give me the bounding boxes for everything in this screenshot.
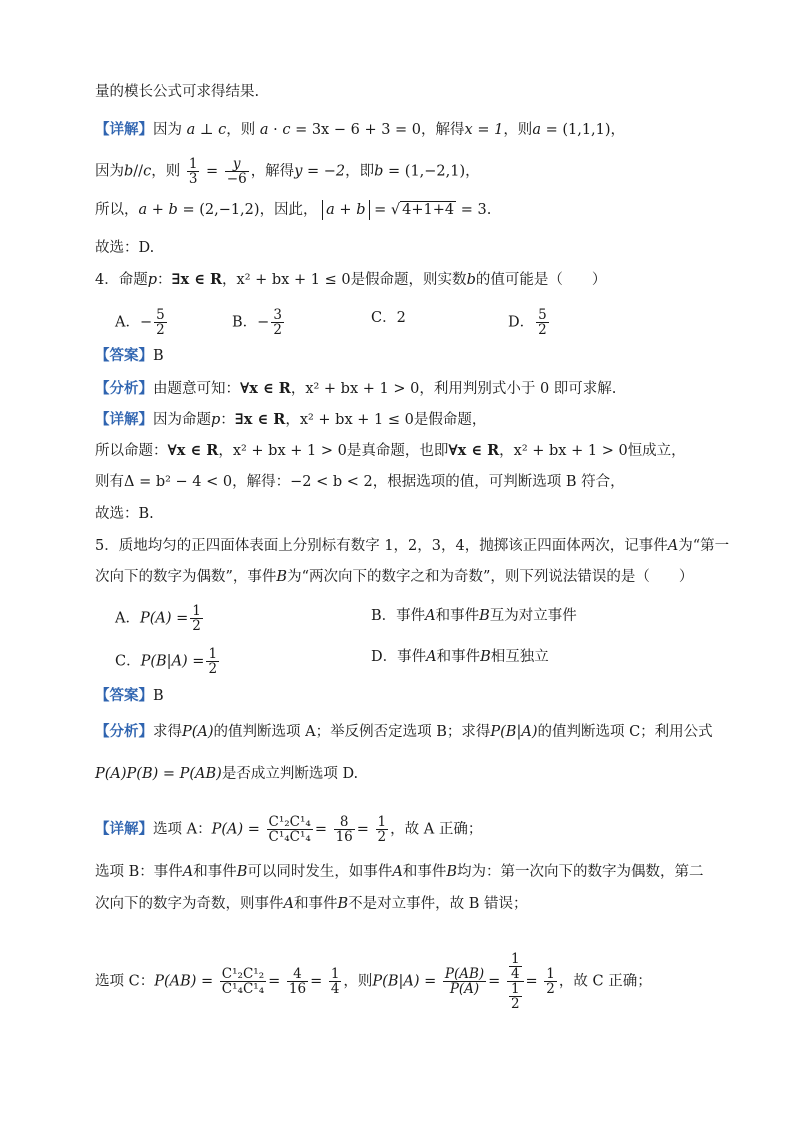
text: 求得 <box>153 724 182 740</box>
text: ，则 <box>343 973 373 990</box>
text: 则有 <box>95 474 124 490</box>
answer-tag: 【答案】 <box>95 348 153 364</box>
math: b <box>124 163 134 180</box>
text-line: 选项 C：P(AB) = $\frac{\text{C¹₂C¹₂}}{\text{C¹₄C¹₄}}$ = $\frac{4}{16}$ = $\frac{1}{4}$ ，则P(B|A) = $\frac{P(AB)}{P(A)}$ = $\frac{\frac{1}{4}}{\frac{1}{2}}$ = $\frac{1}{2}$ ，故 C 正确； <box>95 951 652 1012</box>
text: 故选：D. <box>95 240 155 256</box>
analysis-line <box>95 764 358 784</box>
text: 所以， <box>95 202 139 218</box>
math: ∀x ∈ R <box>448 442 500 459</box>
answer-tag: 【答案】 <box>95 688 153 704</box>
math: ∃x ∈ R <box>234 411 286 428</box>
math: B <box>276 569 288 585</box>
vector-b: b <box>374 163 384 180</box>
text: . <box>486 202 492 218</box>
fraction: $\frac{\text{C¹₂C¹₂}}{\text{C¹₄C¹₄}}$ <box>221 966 265 997</box>
math: P(A)P(B) = P(AB) <box>95 766 222 782</box>
answer-value: B <box>153 348 164 364</box>
text: ，即 <box>345 163 375 180</box>
math: = (2,−1,2) <box>182 202 260 218</box>
text: 选项 C： <box>95 973 155 990</box>
vector-a: a <box>186 122 196 138</box>
text: 选项 A： <box>153 821 212 838</box>
option-a: A．− $\frac{5}{2}$ <box>115 307 165 338</box>
fraction: $\frac{8}{16}$ <box>335 814 353 845</box>
analysis-tag: 【分析】 <box>95 381 153 397</box>
math: a <box>138 202 148 218</box>
text: 故选：B. <box>95 506 154 522</box>
math: = <box>374 202 387 218</box>
fraction: $\frac{4}{16}$ <box>288 966 307 997</box>
text: ，根据选项的值，可判断选项 B 符合， <box>372 474 625 490</box>
text: ，则 <box>151 163 181 180</box>
math: x² + bx + 1 > 0 <box>513 443 628 459</box>
magnitude: a + b <box>322 200 369 220</box>
answer-line <box>95 686 164 706</box>
question-4-stem <box>95 270 606 290</box>
text: 所以命题： <box>95 443 168 459</box>
analysis-line <box>95 722 713 742</box>
analysis-tag: 【分析】 <box>95 724 153 740</box>
text: ，利用判别式小于 0 即可求解. <box>419 381 617 397</box>
analysis-line <box>95 379 616 399</box>
math: ∃x ∈ R <box>171 271 223 288</box>
text: 为“两次向下的数字之和为奇数”，则下列说法错误的是（ ） <box>287 569 694 585</box>
math: P(AB) = <box>154 973 214 990</box>
math: p <box>211 412 221 428</box>
math: A <box>667 538 679 554</box>
text: 是否成立判断选项 D. <box>221 766 359 782</box>
math: x = 1 <box>464 122 504 138</box>
detail-tag: 【详解】 <box>95 412 153 428</box>
text: 是真命题，也即 <box>346 443 449 459</box>
fraction: $\frac{1}{4}$ <box>330 966 340 997</box>
math: −2 < b < 2 <box>290 474 373 490</box>
option-b: B．事件A和事件B互为对立事件 <box>371 608 577 624</box>
text: 是假命题，则实数 <box>350 272 467 288</box>
text: ， <box>218 443 233 459</box>
math: P(B|A) = <box>372 973 437 990</box>
math: P(B|A) <box>490 724 538 740</box>
text: 4．命题 <box>95 272 148 288</box>
vector-c: c <box>218 122 227 138</box>
answer-line <box>95 346 164 366</box>
text: ，则 <box>503 122 533 138</box>
text-line <box>95 441 686 461</box>
text: ，解得 <box>250 163 295 180</box>
text: 因为命题 <box>153 412 211 428</box>
math: c <box>143 163 152 180</box>
detail-line: 【详解】因为 a ⊥ c，则 a · c = 3x − 6 + 3 = 0，解得x = 1，则a = (1,1,1)， <box>95 122 626 138</box>
option-d: D． $\frac{5}{2}$ <box>508 307 547 338</box>
math: = (1,1,1) <box>545 122 611 138</box>
question-5-stem <box>95 536 729 556</box>
math: = <box>206 163 219 180</box>
text: ， <box>222 272 237 288</box>
math: x² + bx + 1 > 0 <box>305 381 420 397</box>
math: x² + bx + 1 ≤ 0 <box>299 412 414 428</box>
text: ， <box>610 122 626 138</box>
text-line: 所以，a + b = (2,−1,2)，因此， a + b = √ 4+1+4 = 3. <box>95 202 492 218</box>
text: ，故 C 正确； <box>558 973 652 990</box>
text: ： <box>157 272 172 288</box>
math: = 3 <box>460 202 487 218</box>
text: 的值可能是（ ） <box>475 272 607 288</box>
option-c: C．2 <box>371 310 406 326</box>
text: ， <box>290 381 306 397</box>
question-5-stem <box>95 567 693 587</box>
compound-fraction: $\frac{\frac{1}{4}}{\frac{1}{2}}$ <box>507 952 524 1011</box>
fraction: $\frac{P(AB)}{P(A)}$ <box>444 966 485 997</box>
math: b <box>466 272 476 288</box>
text: 因为 <box>153 122 182 138</box>
math: ∀x ∈ R <box>240 380 291 397</box>
vector-a: a <box>259 122 269 138</box>
text: 为“第一 <box>678 538 730 554</box>
text: ， <box>465 163 480 180</box>
vector-c: c <box>282 122 291 138</box>
text: ，故 A 正确； <box>390 821 483 838</box>
option-b: B．− $\frac{3}{2}$ <box>232 307 282 338</box>
detail-line: 【详解】选项 A：P(A) = $\frac{\text{C¹₂C¹₄}}{\text{C¹₄C¹₄}}$ = $\frac{8}{16}$ = $\frac{1}{2}$ ，故 A 正确； <box>95 814 483 845</box>
math: P(A) = <box>211 821 260 838</box>
text: ，解得： <box>232 474 291 490</box>
fraction: $\frac{1}{3}$ <box>188 156 198 187</box>
math: = 3x − 6 + 3 = 0 <box>295 122 422 138</box>
fraction: $\frac{\text{C¹₂C¹₄}}{\text{C¹₄C¹₄}}$ <box>268 814 311 845</box>
detail-tag: 【详解】 <box>95 821 153 838</box>
math: = (1,−2,1) <box>388 163 466 180</box>
vector-a: a <box>532 122 541 138</box>
radicand: 4+1+4 <box>402 202 455 218</box>
math: p <box>147 272 158 288</box>
fraction: $\frac{y}{-6}$ <box>226 156 247 187</box>
text-line <box>95 472 625 492</box>
math: b <box>168 202 178 218</box>
math: x² + bx + 1 > 0 <box>232 443 347 459</box>
text: 因为 <box>95 163 124 180</box>
text: ，因此， <box>259 202 318 218</box>
detail-line <box>95 410 486 430</box>
text-line <box>95 238 154 258</box>
text: 的值判断选项 A；举反例否定选项 B；求得 <box>213 724 491 740</box>
text-line <box>95 504 154 524</box>
math: x² + bx + 1 ≤ 0 <box>236 272 351 288</box>
text: 恒成立， <box>627 443 686 459</box>
math: ∀x ∈ R <box>167 442 219 459</box>
text-line: 因为b//c，则 $\frac{1}{3}$ = $\frac{y}{-6}$ ，解得y = −2，即b = (1,−2,1)， <box>95 156 480 187</box>
math: P(A) <box>182 724 214 740</box>
text-line: 选项 B：事件A和事件B可以同时发生，如事件A和事件B均为：第一次向下的数字为偶数，第二 <box>95 864 704 880</box>
text: 量的模长公式可求得结果. <box>95 84 260 100</box>
text-line: 次向下的数字为奇数，则事件A和事件B不是对立事件，故 B 错误； <box>95 896 528 912</box>
text: ： <box>220 412 235 428</box>
math: y = −2 <box>294 163 346 180</box>
math: Δ = b² − 4 < 0 <box>124 474 233 490</box>
text: ，解得 <box>421 122 465 138</box>
answer-value: B <box>153 688 164 704</box>
text: ，则 <box>226 122 256 138</box>
text: 5．质地均匀的正四面体表面上分别标有数字 1，2，3，4，抛掷该正四面体两次，记事件 <box>95 538 668 554</box>
text-line <box>95 82 259 102</box>
text: 由题意可知： <box>153 381 240 397</box>
fraction: $\frac{1}{2}$ <box>546 966 555 997</box>
option-a: A．P(A) = $\frac{1}{2}$ <box>115 603 201 634</box>
detail-tag: 【详解】 <box>95 122 153 138</box>
text: ， <box>499 443 514 459</box>
text: 是假命题， <box>413 412 487 428</box>
fraction: $\frac{1}{2}$ <box>377 814 387 845</box>
text: 的值判断选项 C；利用公式 <box>537 724 713 740</box>
option-c: C．P(B|A) = $\frac{1}{2}$ <box>115 646 218 677</box>
text: 次向下的数字为偶数”，事件 <box>95 569 277 585</box>
option-d: D．事件A和事件B相互独立 <box>371 649 549 665</box>
text: ， <box>285 412 300 428</box>
